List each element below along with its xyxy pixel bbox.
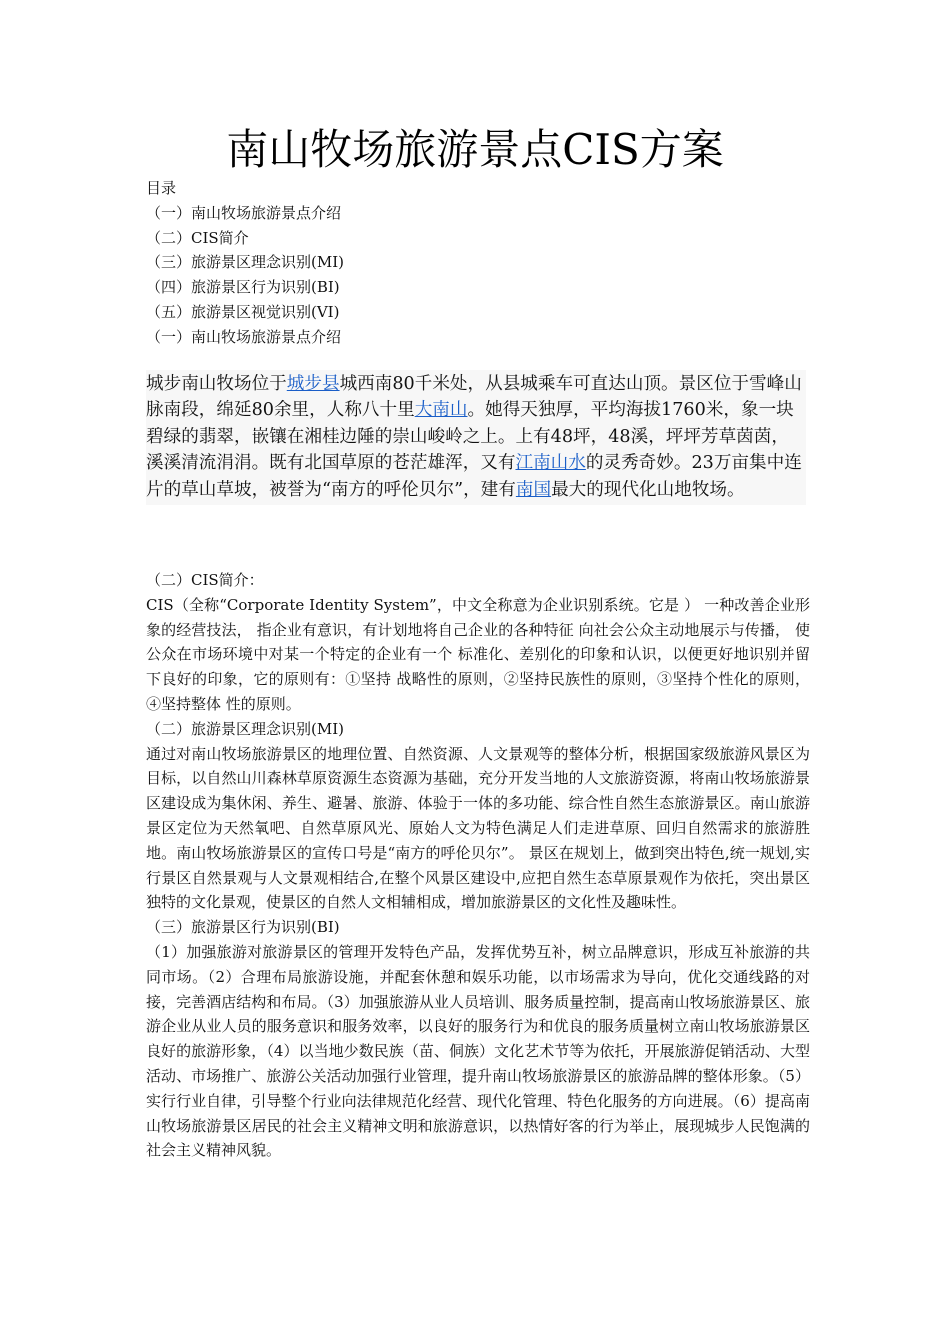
link-chengbu-county[interactable]: 城步县: [286, 374, 340, 394]
toc-item: （三）旅游景区理念识别(MI): [146, 253, 344, 272]
intro-text: 城西南80千米处，从县城乘车可直达山顶。景区位于雪峰山脉南段，绵延80余里，人称八十里: [146, 374, 802, 421]
intro-text: 最大的现代化山地牧场。: [551, 479, 745, 500]
toc-item: （二）CIS简介: [146, 228, 249, 247]
toc-item: （五）旅游景区视觉识别(VI): [146, 302, 340, 321]
link-da-nanshan[interactable]: 大南山: [414, 400, 468, 421]
toc-item: （四）旅游景区行为识别(BI): [146, 278, 340, 297]
document-body: [146, 568, 810, 1163]
intro-text: 。她得天独厚，平均海拔1760米，象一块碧绿的翡翠，嵌镶在湘桂边陲的崇山峻岭之上。上有48坪，48溪，坪坪芳草茵茵，溪溪清流涓涓。既有北国草原的苍茫雄浑，又有: [146, 400, 794, 474]
link-jiangnan-shanshui[interactable]: 江南山水: [515, 453, 586, 474]
table-of-contents: [146, 176, 344, 350]
paragraph-cis: CIS（全称“Corporate Identity System”，中文全称意为企业识别系统。它是 ） 一种改善企业形象的经营技法， 指企业有意识，有计划地将自己企业的各种特征 向社会公众主动地展示与传播， 使公众在市场环境中对某一个特定的企业有一个 标准化、差别化的印象和认识，以便更好地识别并留下良好的印象，它的原则有：①坚持 战略性的原则，②坚持民族性的原则，③坚持个性化的原则，④坚持整体 性的原则。: [146, 595, 810, 713]
paragraph-mi: 通过对南山牧场旅游景区的地理位置、自然资源、人文景观等的整体分析，根据国家级旅游风景区为目标，以自然山川森林草原资源生态资源为基础，充分开发当地的人文旅游资源，将南山牧场旅游景区建设成为集休闲、养生、避暑、旅游、体验于一体的多功能、综合性自然生态旅游景区。南山旅游景区定位为天然氧吧、自然草原风光、原始人文为特色满足人们走进草原、回归自然需求的旅游胜地。南山牧场旅游景区的宣传口号是“南方的呼伦贝尔”。 景区在规划上，做到突出特色,统一规划,实行景区自然景观与人文景观相结合,在整个风景区建设中,应把自然生态草原景观作为依托，突出景区独特的文化景观，使景区的自然人文相辅相成，增加旅游景区的文化性及趣味性。: [146, 744, 810, 912]
link-nanguo[interactable]: 南国: [515, 479, 552, 500]
toc-item: （一）南山牧场旅游景点介绍: [146, 203, 342, 222]
toc-heading: 目录: [146, 179, 177, 197]
intro-text: 城步南山牧场位于: [146, 374, 287, 394]
section-heading-cis: （二）CIS简介：: [146, 571, 264, 589]
paragraph-bi: （1）加强旅游对旅游景区的管理开发特色产品，发挥优势互补，树立品牌意识，形成互补旅游的共同市场。（2）合理布局旅游设施，并配套休憩和娱乐功能，以市场需求为导向，优化交通线路的对接，完善酒店结构和布局。（3）加强旅游从业人员培训、服务质量控制，提高南山牧场旅游景区、旅游企业从业人员的服务意识和服务效率，以良好的服务行为和优良的服务质量树立南山牧场旅游景区良好的旅游形象，（4）以当地少数民族（苗、侗族）文化艺术节等为依托，开展旅游促销活动、大型活动、市场推广、旅游公关活动加强行业管理，提升南山牧场旅游景区的旅游品牌的整体形象。（5）实行行业自律，引导整个行业向法律规范化经营、现代化管理、特色化服务的方向进展。（6）提高南山牧场旅游景区居民的社会主义精神文明和旅游意识，以热情好客的行为举止，展现城步人民饱满的社会主义精神风貌。: [146, 942, 810, 1160]
section-heading-mi: （二）旅游景区理念识别(MI): [146, 719, 344, 738]
toc-item: （一）南山牧场旅游景点介绍: [146, 327, 342, 346]
intro-paragraph: [146, 370, 806, 505]
intro-text: 的灵秀奇妙。23万亩集中连片的草山草坡，被誉为“南方的呼伦贝尔”，建有: [146, 453, 802, 500]
section-heading-bi: （三）旅游景区行为识别(BI): [146, 918, 340, 937]
document-title: 南山牧场旅游景点CIS方案: [226, 125, 724, 174]
